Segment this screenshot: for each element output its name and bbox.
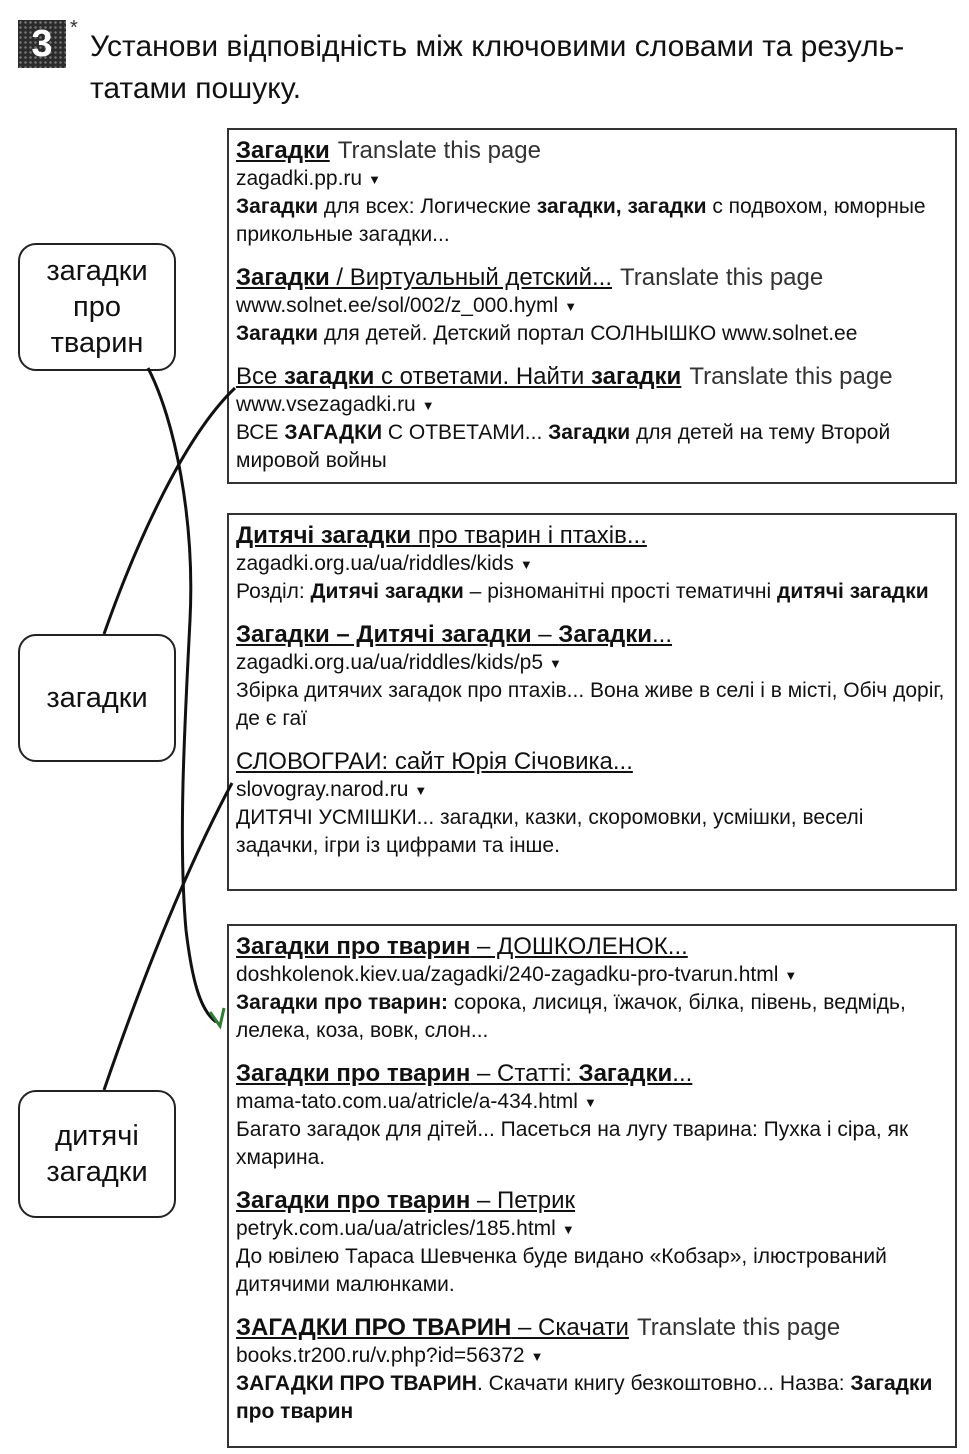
translate-link[interactable]: Translate this page [689,362,893,390]
result-url: www.solnet.ee/sol/002/z_000.hyml ▼ [236,293,578,317]
keyword-line: загадки [46,682,148,714]
result-snippet: До ювілею Тараса Шевченка буде видано «Кобзар», ілюстрований дитячими малюнками. [236,1244,887,1296]
result-url: books.tr200.ru/v.php?id=56372 ▼ [236,1343,544,1367]
result-url: mama-tato.com.ua/atricle/a-434.html ▼ [236,1089,597,1113]
result-url: slovogray.narod.ru ▼ [236,777,428,801]
result-snippet: ВСЕ ЗАГАДКИ С ОТВЕТАМИ... Загадки для детей на тему Второй мировой войны [236,420,891,472]
dropdown-caret-icon[interactable]: ▼ [414,782,428,798]
star-icon: * [70,17,78,39]
result-title-link[interactable]: СЛОВОГРАИ: сайт Юрія Січовика... [236,747,633,775]
dropdown-caret-icon[interactable]: ▼ [530,1348,544,1364]
result-snippet: Розділ: Дитячі загадки – різноманітні прості тематичні дитячі загадки [236,579,929,603]
dropdown-caret-icon[interactable]: ▼ [421,397,435,413]
result-title-link[interactable]: ЗАГАДКИ ПРО ТВАРИН – Скачати [236,1313,629,1341]
result-snippet: Багато загадок для дітей... Пасеться на лугу тварина: Пухка і сіра, як хмарина. [236,1117,909,1169]
result-url: zagadki.org.ua/ua/riddles/kids/p5 ▼ [236,650,562,674]
result-url: doshkolenok.kiev.ua/zagadki/240-zagadku-pro-tvarun.html ▼ [236,963,798,986]
result-title-link[interactable]: Все загадки с ответами. Найти загадки [236,362,682,390]
result-title-link[interactable]: Загадки / Виртуальный детский... [236,263,612,291]
result-title-link[interactable]: Загадки про тварин – ДОШКОЛЕНОК... [236,933,688,960]
dropdown-caret-icon[interactable]: ▼ [784,967,798,983]
dropdown-caret-icon[interactable]: ▼ [561,1221,575,1237]
keyword-line: загадки [46,255,148,287]
result-snippet: Загадки для детей. Детский портал СОЛНЫШКО www.solnet.ee [236,321,858,345]
keyword-line: дитячі [55,1120,139,1152]
keyword-line: про [73,291,121,323]
result-title-link[interactable]: Загадки [236,137,330,164]
translate-link[interactable]: Translate this page [636,1313,841,1341]
result-url: www.vsezagadki.ru ▼ [236,392,435,416]
match-line-kids-riddles [104,783,232,1090]
arrow-tip-icon [210,1008,224,1026]
task-instruction: Установи відповідність між ключовими словами та резуль-татами пошуку. [90,30,905,105]
keyword-line: тварин [50,327,144,359]
result-url: petryk.com.ua/ua/atricles/185.html ▼ [236,1216,575,1240]
dropdown-caret-icon[interactable]: ▼ [368,171,381,187]
match-line-animal-riddles [148,368,216,1022]
translate-link[interactable]: Translate this page [337,137,541,164]
result-snippet: Загадки про тварин: сорока, лисиця, їжачок, білка, півень, ведмідь, лелека, коза, вовк, слон... [236,990,906,1042]
result-url: zagadki.pp.ru ▼ [236,167,381,190]
translate-link[interactable]: Translate this page [620,263,824,291]
result-snippet: ДИТЯЧІ УСМІШКИ... загадки, казки, скоромовки, усмішки, веселі задачки, ігри із цифрами та інше. [236,805,864,857]
result-snippet: Збірка дитячих загадок про птахів... Вона живе в селі і в місті, Обіч доріг, де є гаї [236,678,945,730]
dropdown-caret-icon[interactable]: ▼ [519,556,533,572]
result-snippet: Загадки для всех: Логические загадки, загадки с подвохом, юморные прикольные загадки... [236,194,926,246]
result-title-link[interactable]: Загадки про тварин – Петрик [236,1186,576,1214]
dropdown-caret-icon[interactable]: ▼ [564,298,578,314]
task-number-badge: 3 [18,20,66,68]
result-title-link[interactable]: Дитячі загадки про тварин і птахів... [236,522,647,549]
dropdown-caret-icon[interactable]: ▼ [549,655,562,671]
dropdown-caret-icon[interactable]: ▼ [583,1094,597,1110]
result-title-link[interactable]: Загадки про тварин – Статті: Загадки... [236,1059,693,1087]
result-title-link[interactable]: Загадки – Дитячі загадки – Загадки... [236,620,673,648]
result-snippet: ЗАГАДКИ ПРО ТВАРИН. Скачати книгу безкоштовно... Назва: Загадки про тварин [236,1371,933,1423]
result-url: zagadki.org.ua/ua/riddles/kids ▼ [236,552,533,575]
keyword-line: загадки [46,1156,148,1188]
